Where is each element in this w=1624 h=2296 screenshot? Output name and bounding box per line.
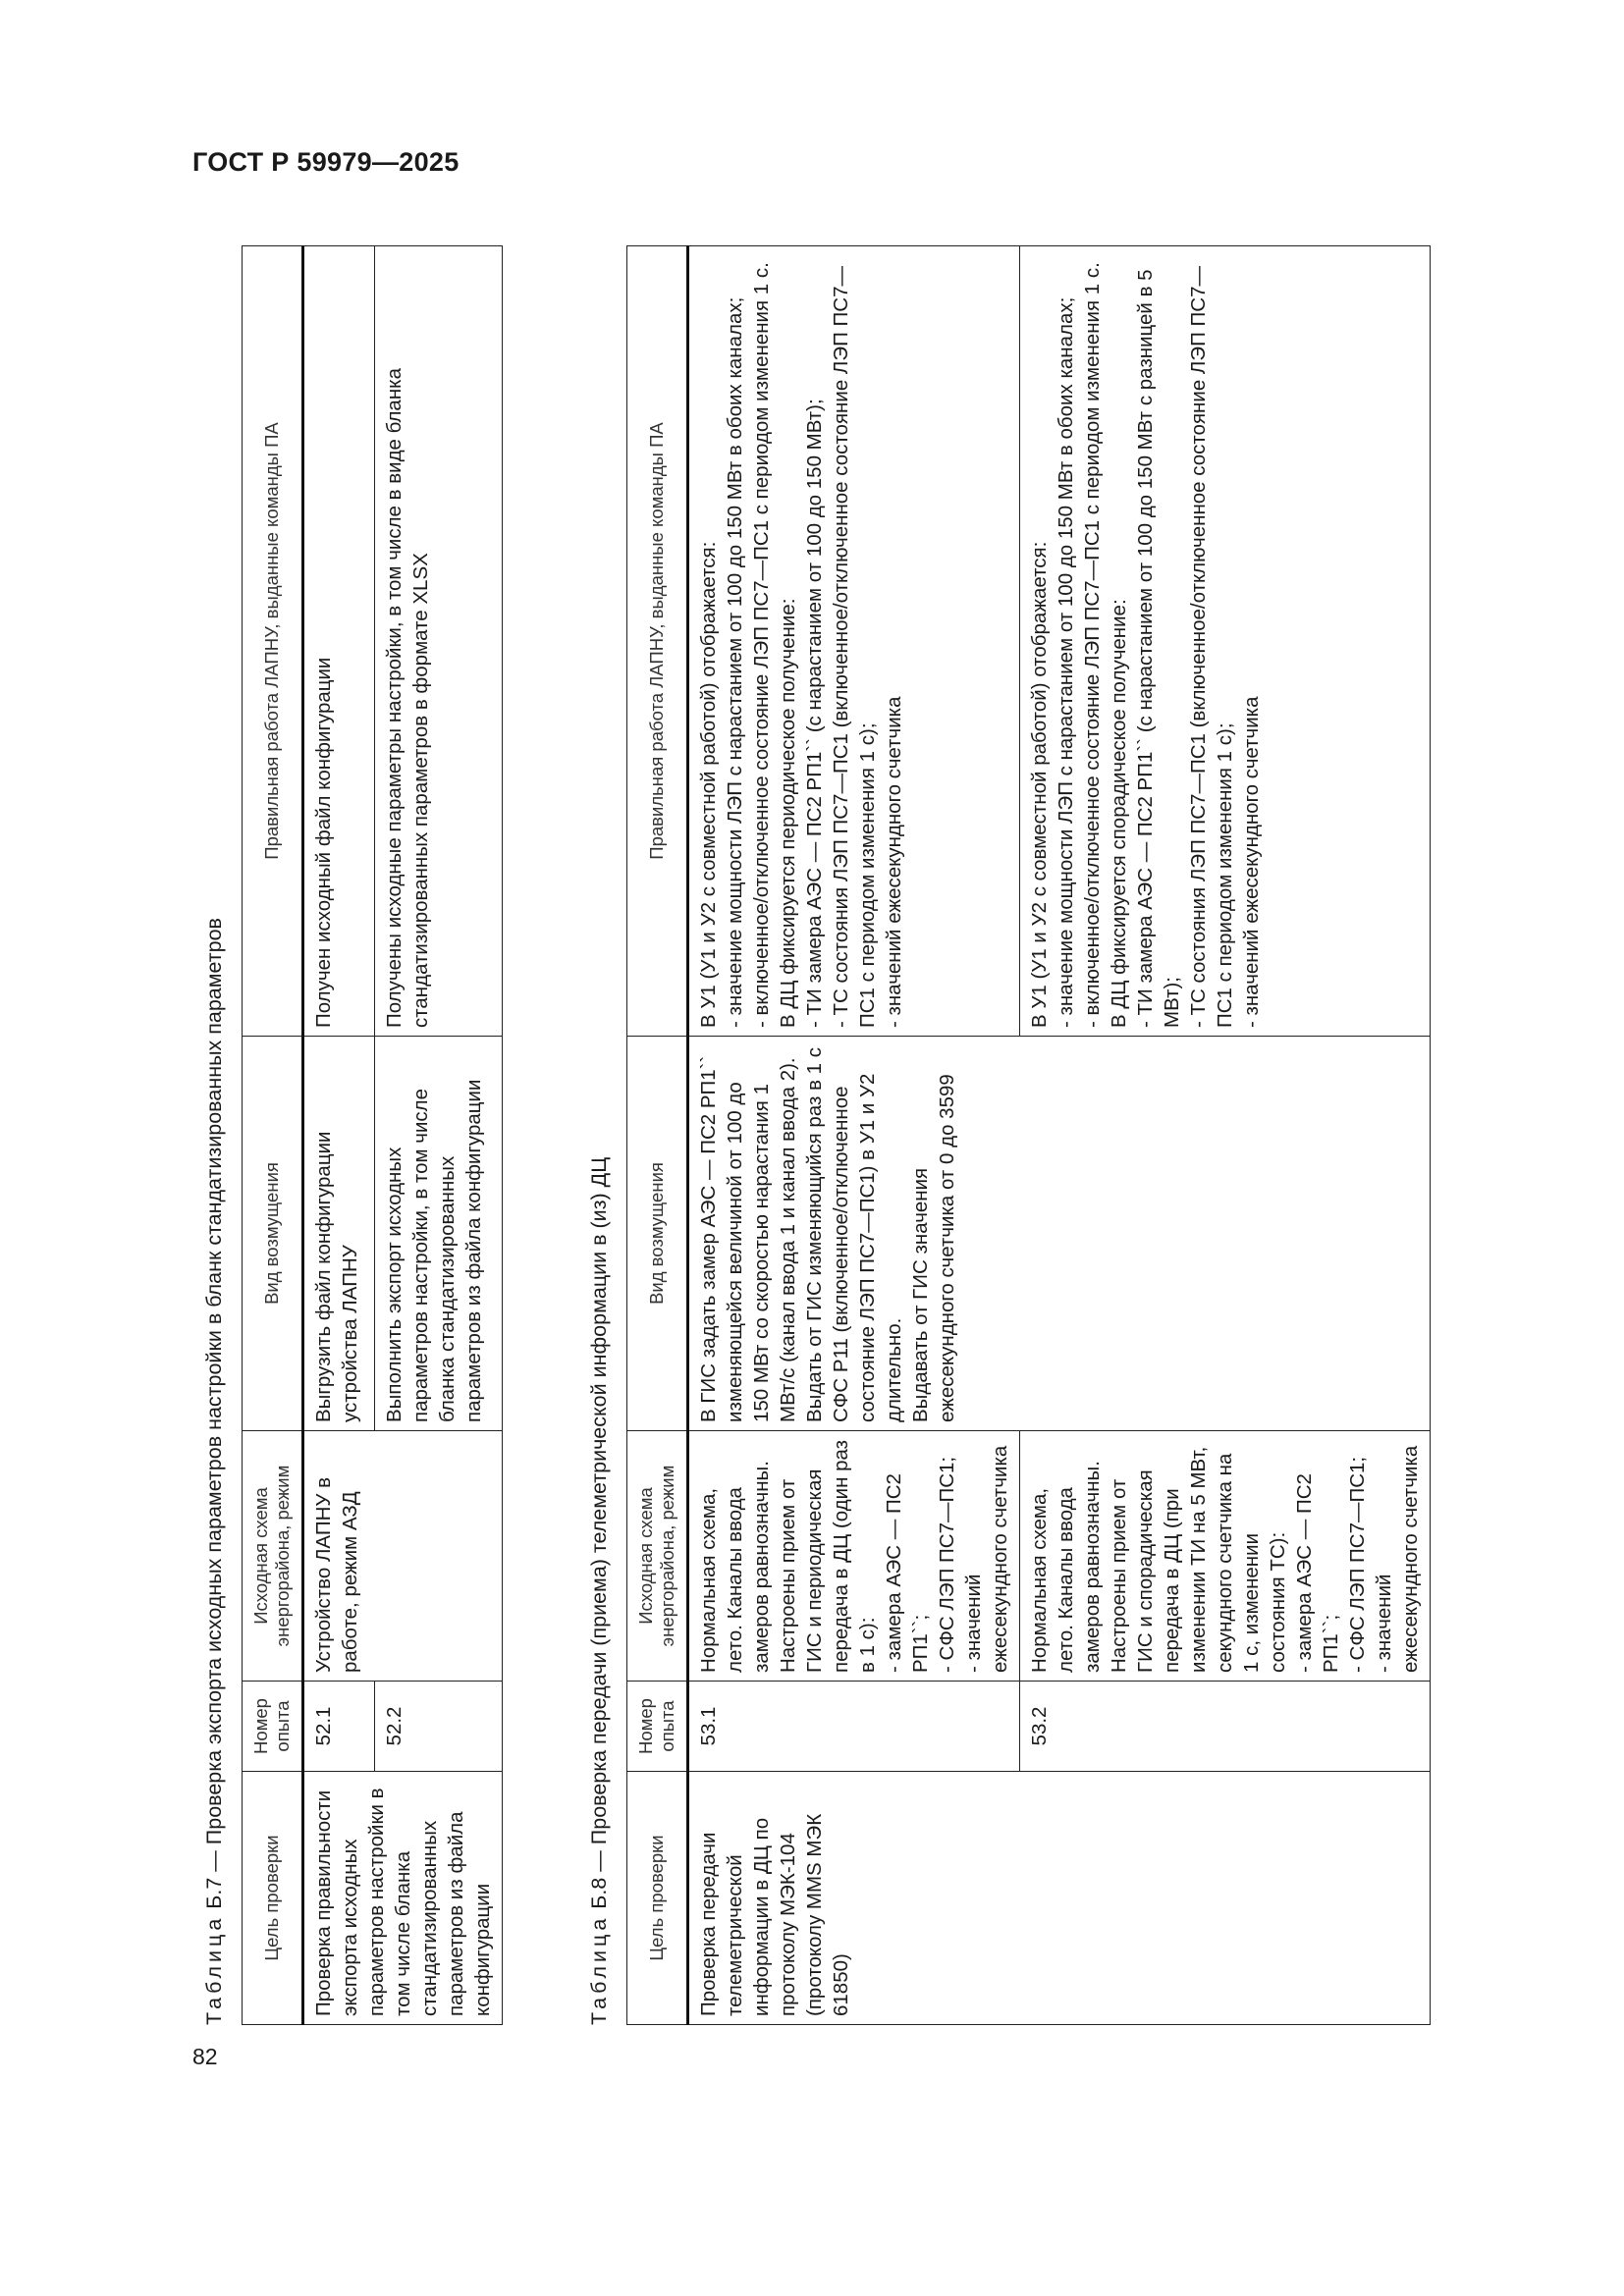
number-cell: 53.1: [688, 1682, 1020, 1772]
disturbance-cell: В ГИС задать замер АЭС — ПС2 РП1`` изменяющейся величиной от 100 до 150 МВт со скоростью нарастания 1 МВт/с (канал ввода 1 и канал ввода 2). Выдать от ГИС изменяющийся раз в 1 с СФС Р11 (включенное/отключенное состояние ЛЭП ПС7—ПС1) в У1 и У2 длительно. Выдавать от ГИС значения ежесекундного счетчика от 0 до 3599: [688, 1037, 1431, 1431]
table-row: [688, 246, 1020, 2025]
col-header-disturbance: Вид возмущения: [627, 1037, 688, 1431]
table-b7-header-row: [243, 246, 303, 2025]
result-cell: Получены исходные параметры настройки, в том числе в виде бланка стандатизированных параметров в формате XLSX: [375, 246, 503, 1037]
table-b7: [242, 245, 503, 2025]
table-row: [303, 246, 375, 2025]
col-header-goal: Цель проверки: [627, 1772, 688, 2025]
page-number: 82: [192, 2044, 218, 2069]
table-b7-caption-text: Б.7 — Проверка экспорта исходных параметров настройки в бланк стандатизированных параметров: [202, 918, 226, 1909]
col-header-number: Номер опыта: [243, 1682, 303, 1772]
table-b7-caption-label: Таблица: [202, 1914, 226, 2025]
scheme-cell: [375, 1431, 503, 1682]
result-cell: В У1 (У1 и У2 с совместной работой) отображается: - значение мощности ЛЭП с нарастанием от 100 до 150 МВт в обоих каналах; - включенное/отключенное состояние ЛЭП ПС7—ПС1 с периодом изменения 1 с. В ДЦ фиксируется периодическое получение: - ТИ замера АЭС — ПС2 РП1`` (с нарастанием от 100 до 150 МВт); - ТС состояния ЛЭП ПС7—ПС1 (включенное/отключенное состояние ЛЭП ПС7—ПС1 с периодом изменения 1 с); - значений ежесекундного счетчика: [688, 246, 1020, 1037]
col-header-result: Правильная работа ЛАПНУ, выданные команды ПА: [627, 246, 688, 1037]
rotated-content: [202, 229, 1479, 2025]
table-b8: [626, 245, 1431, 2025]
col-header-result: Правильная работа ЛАПНУ, выданные команды ПА: [243, 246, 303, 1037]
col-header-scheme: Исходная схема энергорайона, режим: [627, 1431, 688, 1682]
col-header-scheme: Исходная схема энергорайона, режим: [243, 1431, 303, 1682]
scheme-cell: Нормальная схема, лето. Каналы ввода замеров равнозначны. Настроены прием от ГИС и спорадическая передача в ДЦ (при изменении ТИ на 5 МВт, секундного счетчика на 1 с, изменении состояния ТС): - замера АЭС — ПС2 РП1``; - СФС ЛЭП ПС7—ПС1; - значений ежесекундного счетчика: [1020, 1431, 1431, 1682]
table-b7-caption: [202, 918, 227, 2025]
goal-cell: Проверка правильности экспорта исходных параметров настройки в том числе бланка стандатизированных параметров из файла конфигурации: [303, 1772, 503, 2025]
scheme-cell: Нормальная схема, лето. Каналы ввода замеров равнозначны. Настроены прием от ГИС и периодическая передача в ДЦ (один раз в 1 с): - замера АЭС — ПС2 РП1``; - СФС ЛЭП ПС7—ПС1; - значений ежесекундного счетчика: [688, 1431, 1020, 1682]
table-b8-caption-text: Б.8 — Проверка передачи (приема) телеметрической информации в (из) ДЦ: [587, 1156, 611, 1909]
table-b8-caption: [587, 1157, 612, 2025]
document-header: ГОСТ Р 59979—2025: [192, 147, 460, 177]
table-b8-caption-label: Таблица: [587, 1914, 611, 2025]
result-cell: В У1 (У1 и У2 с совместной работой) отображается: - значение мощности ЛЭП с нарастанием от 100 до 150 МВт в обоих каналах; - включенное/отключенное состояние ЛЭП ПС7—ПС1 с периодом изменения 1 с. В ДЦ фиксируется спорадическое получение: - ТИ замера АЭС — ПС2 РП1`` (с нарастанием от 100 до 150 МВт с разницей в 5 МВт); - ТС состояния ЛЭП ПС7—ПС1 (включенное/отключенное состояние ЛЭП ПС7—ПС1 с периодом изменения 1 с); - значений ежесекундного счетчика: [1020, 246, 1431, 1037]
number-cell: 52.2: [375, 1682, 503, 1772]
scheme-cell: Устройство ЛАПНУ в работе, режим АЗД: [303, 1431, 375, 1682]
table-b8-header-row: [627, 246, 688, 2025]
goal-cell: Проверка передачи телеметрической информации в ДЦ по протоколу МЭК-104 (протоколу MMS МЭК 61850): [688, 1772, 1431, 2025]
number-cell: 52.1: [303, 1682, 375, 1772]
result-cell: Получен исходный файл конфигурации: [303, 246, 375, 1037]
table-row: [375, 246, 503, 2025]
col-header-goal: Цель проверки: [243, 1772, 303, 2025]
disturbance-cell: Выполнить экспорт исходных параметров настройки, в том числе бланка стандатизированных параметров из файла конфигурации: [375, 1037, 503, 1431]
disturbance-cell: Выгрузить файл конфигурации устройства ЛАПНУ: [303, 1037, 375, 1431]
col-header-disturbance: Вид возмущения: [243, 1037, 303, 1431]
col-header-number: Номер опыта: [627, 1682, 688, 1772]
number-cell: 53.2: [1020, 1682, 1431, 1772]
